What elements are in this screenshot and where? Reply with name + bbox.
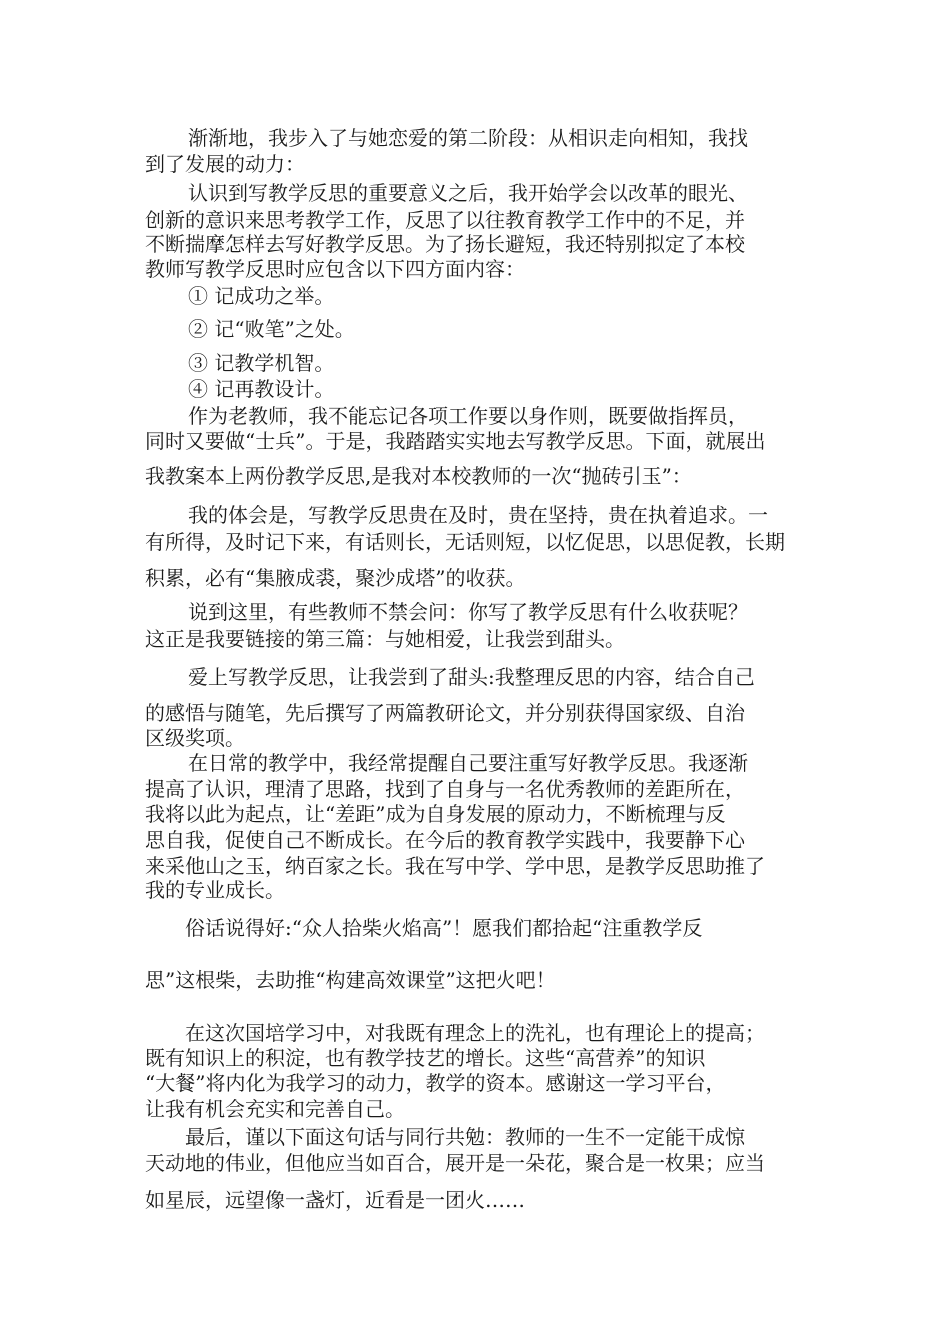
list-item: ③ 记教学机智。	[188, 351, 335, 375]
paragraph-line: 思”这根柴，去助推“构建高效课堂”这把火吧！	[145, 968, 556, 992]
paragraph-line: 区级奖项。	[145, 726, 245, 750]
paragraph-line: 提高了认识，理清了思路，找到了自身与一名优秀教师的差距所在，	[145, 777, 745, 801]
paragraph-line: 的感悟与随笔，先后撰写了两篇教研论文，并分别获得国家级、自治	[145, 701, 745, 725]
paragraph-line: 俗话说得好:“众人拾柴火焰高”！愿我们都拾起“注重教学反	[185, 916, 703, 940]
paragraph-line: 我将以此为起点，让“差距”成为自身发展的原动力，不断梳理与反	[145, 802, 726, 826]
list-item: ④ 记再教设计。	[188, 377, 335, 401]
paragraph-line: 认识到写教学反思的重要意义之后，我开始学会以改革的眼光、	[188, 181, 748, 205]
paragraph-line: 说到这里，有些教师不禁会问：你写了教学反思有什么收获呢？	[188, 600, 748, 624]
paragraph-line: 我的体会是，写教学反思贵在及时，贵在坚持，贵在执着追求。一	[188, 503, 768, 527]
paragraph-line: 爱上写教学反思，让我尝到了甜头:我整理反思的内容，结合自己	[188, 665, 755, 689]
paragraph-line: 天动地的伟业，但他应当如百合，展开是一朵花，聚合是一枚果；应当	[145, 1151, 765, 1175]
paragraph-line: 创新的意识来思考教学工作，反思了以往教育教学工作中的不足，并	[145, 208, 745, 232]
paragraph-line: 积累，必有“集腋成裘，聚沙成塔”的收获。	[145, 566, 526, 590]
paragraph-line: 同时又要做“士兵”。于是，我踏踏实实地去写教学反思。下面，就展出	[145, 429, 766, 453]
list-item: ① 记成功之举。	[188, 284, 335, 308]
paragraph-line: 最后，谨以下面这句话与同行共勉：教师的一生不一定能干成惊	[185, 1125, 745, 1149]
paragraph-line: “大餐”将内化为我学习的动力，教学的资本。感谢这一学习平台，	[145, 1071, 726, 1095]
paragraph-line: 来采他山之玉，纳百家之长。我在写中学、学中思，是教学反思助推了	[145, 854, 765, 878]
paragraph-line: 教师写教学反思时应包含以下四方面内容：	[145, 257, 525, 281]
paragraph-line: 渐渐地，我步入了与她恋爱的第二阶段：从相识走向相知，我找	[188, 126, 748, 150]
paragraph-line: 思自我，促使自己不断成长。在今后的教育教学实践中，我要静下心	[145, 828, 745, 852]
paragraph-line: 这正是我要链接的第三篇：与她相爱，让我尝到甜头。	[145, 627, 625, 651]
paragraph-line: 我教案本上两份教学反思,是我对本校教师的一次“抛砖引玉”：	[145, 464, 692, 488]
paragraph-line: 不断揣摩怎样去写好教学反思。为了扬长避短，我还特别拟定了本校	[145, 232, 745, 256]
paragraph-line: 让我有机会充实和完善自己。	[145, 1097, 405, 1121]
paragraph-line: 在日常的教学中，我经常提醒自己要注重写好教学反思。我逐渐	[188, 751, 748, 775]
paragraph-line: 如星辰，远望像一盏灯，近看是一团火……	[145, 1188, 525, 1212]
paragraph-line: 在这次国培学习中，对我既有理念上的洗礼，也有理论上的提高；	[185, 1021, 765, 1045]
paragraph-line: 我的专业成长。	[145, 878, 285, 902]
paragraph-line: 有所得，及时记下来，有话则长，无话则短，以忆促思，以思促教，长期	[145, 530, 785, 554]
paragraph-line: 既有知识上的积淀，也有教学技艺的增长。这些“高营养”的知识	[145, 1046, 706, 1070]
list-item: ② 记“败笔”之处。	[188, 317, 355, 341]
paragraph-line: 作为老教师，我不能忘记各项工作要以身作则，既要做指挥员，	[188, 404, 748, 428]
paragraph-line: 到了发展的动力：	[145, 152, 305, 176]
